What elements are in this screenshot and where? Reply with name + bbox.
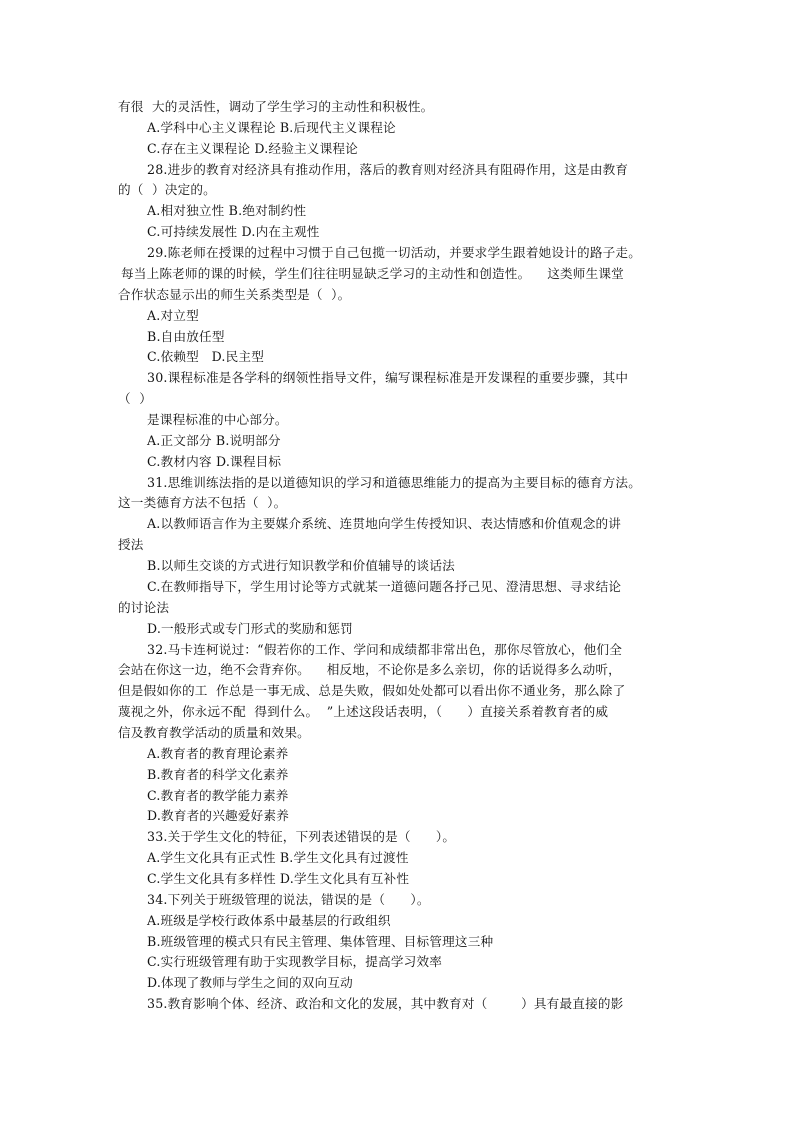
- text-line: 这一类德育方法不包括（ ）。: [118, 495, 287, 510]
- option-line: C.实行班级管理有助于实现教学目标，提高学习效率: [147, 954, 443, 969]
- option-line: A.以教师语言作为主要媒介系统、连贯地向学生传授知识、表达情感和价值观念的讲: [147, 516, 622, 531]
- option-line: A.教育者的教育理论素养: [147, 746, 289, 761]
- option-line: B.班级管理的模式只有民主管理、集体管理、目标管理这三种: [147, 934, 494, 949]
- text-line: 的讨论法: [118, 600, 170, 615]
- option-line: A.对立型: [147, 308, 199, 323]
- option-line: B.自由放任型: [147, 329, 225, 344]
- text-line: 信及教育教学活动的质量和效果。: [118, 725, 310, 740]
- option-line: D.一般形式或专门形式的奖励和惩罚: [147, 621, 353, 636]
- option-line: D.教育者的兴趣爱好素养: [147, 808, 289, 823]
- option-line: C.依赖型 D.民主型: [147, 349, 265, 364]
- option-line: C.学生文化具有多样性 D.学生文化具有互补性: [147, 871, 410, 886]
- option-line: A.学生文化具有正式性 B.学生文化具有过渡性: [147, 850, 409, 865]
- option-line: A.相对独立性 B.绝对制约性: [147, 203, 307, 218]
- text-line: 但是假如你的工 作总是一事无成、总是失败，假如处处都可以看出你不通业务，那么除了: [118, 683, 626, 698]
- question-28: 28.进步的教育对经济具有推动作用，落后的教育则对经济具有阻碍作用，这是由教育: [147, 162, 629, 177]
- text-line: 的（ ）决定的。: [118, 182, 216, 197]
- question-33: 33.关于学生文化的特征，下列表述错误的是（ ）。: [147, 829, 456, 844]
- text-line: （ ）: [118, 391, 152, 406]
- text-line: 有很 大的灵活性，调动了学生学习的主动性和积极性。: [118, 99, 434, 114]
- option-line: C.可持续发展性 D.内在主观性: [147, 224, 320, 239]
- text-line: 是课程标准的中心部分。: [147, 412, 288, 427]
- question-30: 30.课程标准是各学科的纲领性指导文件，编写课程标准是开发课程的重要步骤，其中: [147, 370, 629, 385]
- option-line: C.存在主义课程论 D.经验主义课程论: [147, 141, 358, 156]
- text-line: 授法: [118, 537, 144, 552]
- option-line: B.以师生交谈的方式进行知识教学和价值辅导的谈话法: [147, 558, 455, 573]
- option-line: C.教材内容 D.课程目标: [147, 454, 282, 469]
- option-line: A.正文部分 B.说明部分: [147, 433, 281, 448]
- question-34: 34.下列关于班级管理的说法，错误的是（ ）。: [147, 892, 430, 907]
- question-31: 31.思维训练法指的是以道德知识的学习和道德思维能力的提高为主要目标的德育方法。: [147, 475, 641, 490]
- option-line: A.学科中心主义课程论 B.后现代主义课程论: [147, 120, 396, 135]
- question-35: 35.教育影响个体、经济、政治和文化的发展，其中教育对（ ）具有最直接的影: [147, 996, 624, 1011]
- text-line: 每当上陈老师的课的时候，学生们往往明显缺乏学习的主动性和创造性。 这类师生课堂: [121, 266, 624, 281]
- text-line: 会站在你这一边，绝不会背弃你。 相反地，不论你是多么亲切，你的话说得多么动听，: [118, 662, 621, 677]
- question-29: 29.陈老师在授课的过程中习惯于自己包揽一切活动，并要求学生跟着她设计的路子走。: [147, 245, 641, 260]
- text-line: 蔑视之外，你永远不配 得到什么。 ”上述这段话表明，（ ）直接关系着教育者的威: [118, 704, 609, 719]
- option-line: C.教育者的教学能力素养: [147, 788, 289, 803]
- option-line: C.在教师指导下，学生用讨论等方式就某一道德问题各抒己见、澄清思想、寻求结论: [147, 579, 622, 594]
- text-line: 合作状态显示出的师生关系类型是（ ）。: [118, 287, 351, 302]
- option-line: B.教育者的科学文化素养: [147, 767, 289, 782]
- question-32: 32.马卡连柯说过：“假若你的工作、学问和成绩都非常出色，那你尽管放心，他们全: [147, 642, 623, 657]
- option-line: D.体现了教师与学生之间的双向互动: [147, 975, 353, 990]
- option-line: A.班级是学校行政体系中最基层的行政组织: [147, 913, 391, 928]
